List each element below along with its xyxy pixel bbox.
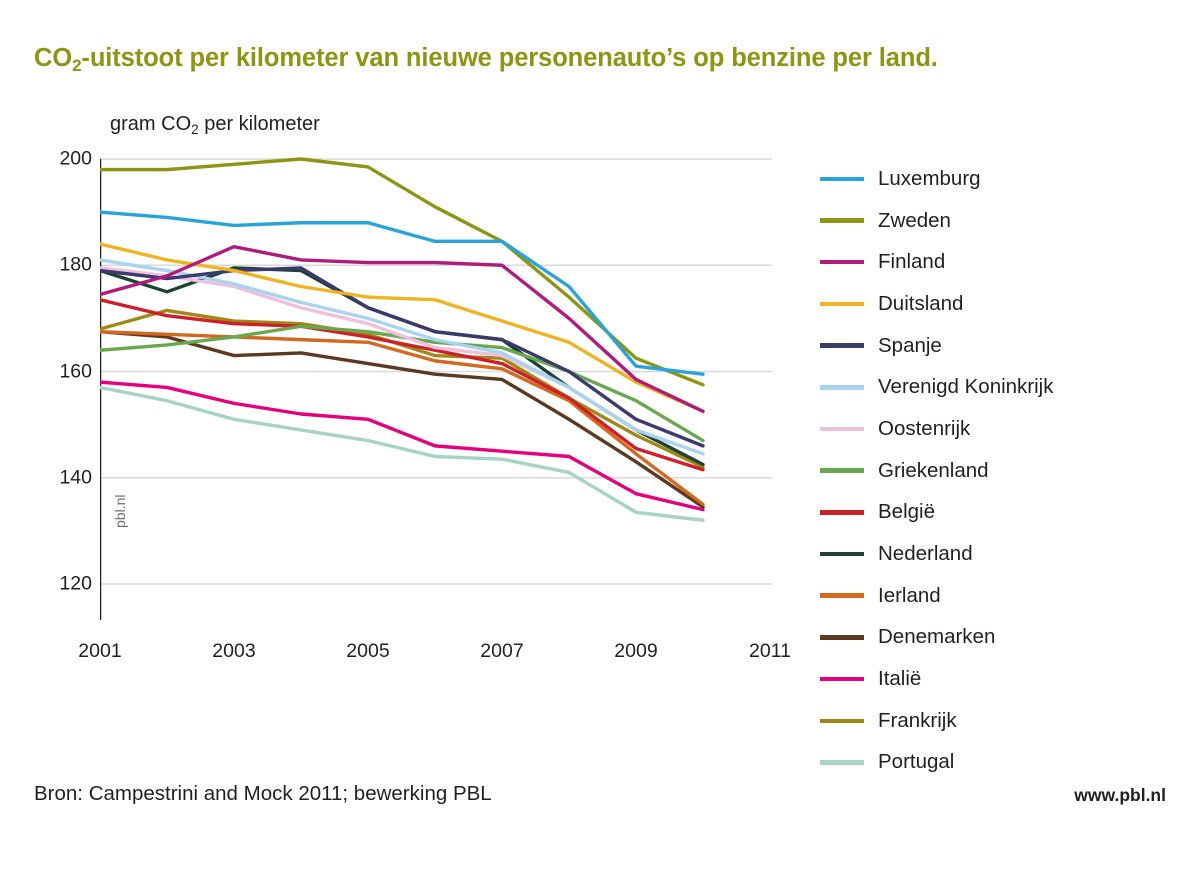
legend-item-label: Griekenland [878, 458, 989, 482]
legend-item-label: Oostenrijk [878, 416, 971, 440]
legend-item[interactable] [820, 617, 1180, 659]
legend-item-label: België [878, 500, 935, 524]
legend-item[interactable] [820, 658, 1180, 700]
watermark-label: pbl.nl [112, 494, 128, 528]
line-chart-svg [100, 150, 780, 620]
legend-color-swatch [820, 302, 864, 307]
legend-item[interactable] [820, 450, 1180, 492]
y-axis-title-subscript: 2 [191, 122, 199, 137]
legend-item-label: Finland [878, 250, 946, 274]
y-axis-title-post: per kilometer [198, 113, 320, 135]
legend-item[interactable] [820, 742, 1180, 784]
y-axis-title-pre: gram CO [110, 113, 192, 135]
legend-item[interactable] [820, 241, 1180, 283]
legend-color-swatch [820, 260, 864, 265]
legend-item-label: Frankrijk [878, 708, 957, 732]
x-axis-tick-label: 2005 [346, 640, 390, 662]
legend-item[interactable] [820, 492, 1180, 534]
legend-color-swatch [820, 343, 864, 348]
legend [820, 158, 1180, 783]
legend-color-swatch [820, 468, 864, 473]
legend-color-swatch [820, 719, 864, 724]
legend-item[interactable] [820, 366, 1180, 408]
legend-color-swatch [820, 677, 864, 682]
legend-item[interactable] [820, 408, 1180, 450]
page-title [34, 44, 938, 73]
plot-area [100, 150, 780, 620]
legend-item[interactable] [820, 325, 1180, 367]
x-axis-tick-label: 2001 [78, 640, 122, 662]
legend-item-label: Nederland [878, 542, 973, 566]
y-axis-tick-label: 200 [59, 147, 92, 170]
legend-item[interactable] [820, 200, 1180, 242]
legend-item-label: Verenigd Koninkrijk [878, 375, 1054, 399]
y-axis-title [110, 113, 320, 136]
y-axis-tick-label: 140 [59, 466, 92, 489]
legend-item-label: Italië [878, 667, 922, 691]
legend-color-swatch [820, 385, 864, 390]
site-url: www.pbl.nl [1074, 785, 1166, 805]
y-axis-tick-label: 160 [59, 360, 92, 382]
legend-item[interactable] [820, 158, 1180, 200]
legend-color-swatch [820, 510, 864, 515]
y-axis-tick-label: 180 [59, 253, 92, 276]
page-title-post: -uitstoot per kilometer van nieuwe personenauto’s op benzine per land. [81, 44, 938, 72]
x-axis-tick-label: 2003 [212, 640, 256, 662]
legend-item[interactable] [820, 700, 1180, 742]
source-note: Bron: Campestrini and Mock 2011; bewerking PBL [34, 782, 492, 805]
legend-color-swatch [820, 760, 864, 765]
legend-color-swatch [820, 218, 864, 223]
x-axis-tick-label: 2007 [480, 640, 524, 662]
legend-color-swatch [820, 552, 864, 557]
x-axis-tick-label: 2009 [614, 640, 658, 662]
legend-item-label: Portugal [878, 750, 955, 774]
series-line [100, 387, 703, 520]
legend-item-label: Ierland [878, 583, 941, 607]
legend-color-swatch [820, 593, 864, 598]
series-line [100, 268, 703, 454]
legend-item-label: Denemarken [878, 625, 996, 649]
legend-item-label: Luxemburg [878, 166, 981, 190]
y-axis-tick-labels [40, 147, 92, 620]
legend-item-label: Spanje [878, 333, 942, 357]
page-title-pre: CO [34, 44, 73, 72]
legend-color-swatch [820, 177, 864, 182]
series-line [100, 300, 703, 470]
legend-color-swatch [820, 427, 864, 432]
legend-item-label: Zweden [878, 208, 951, 232]
legend-item[interactable] [820, 533, 1180, 575]
legend-item[interactable] [820, 575, 1180, 617]
legend-item[interactable] [820, 283, 1180, 325]
legend-item-label: Duitsland [878, 291, 964, 315]
x-axis-tick-label: 2011 [749, 640, 791, 662]
page-title-subscript: 2 [72, 56, 82, 75]
x-axis-tick-labels [78, 640, 800, 670]
legend-color-swatch [820, 635, 864, 640]
y-axis-tick-label: 120 [59, 572, 92, 595]
